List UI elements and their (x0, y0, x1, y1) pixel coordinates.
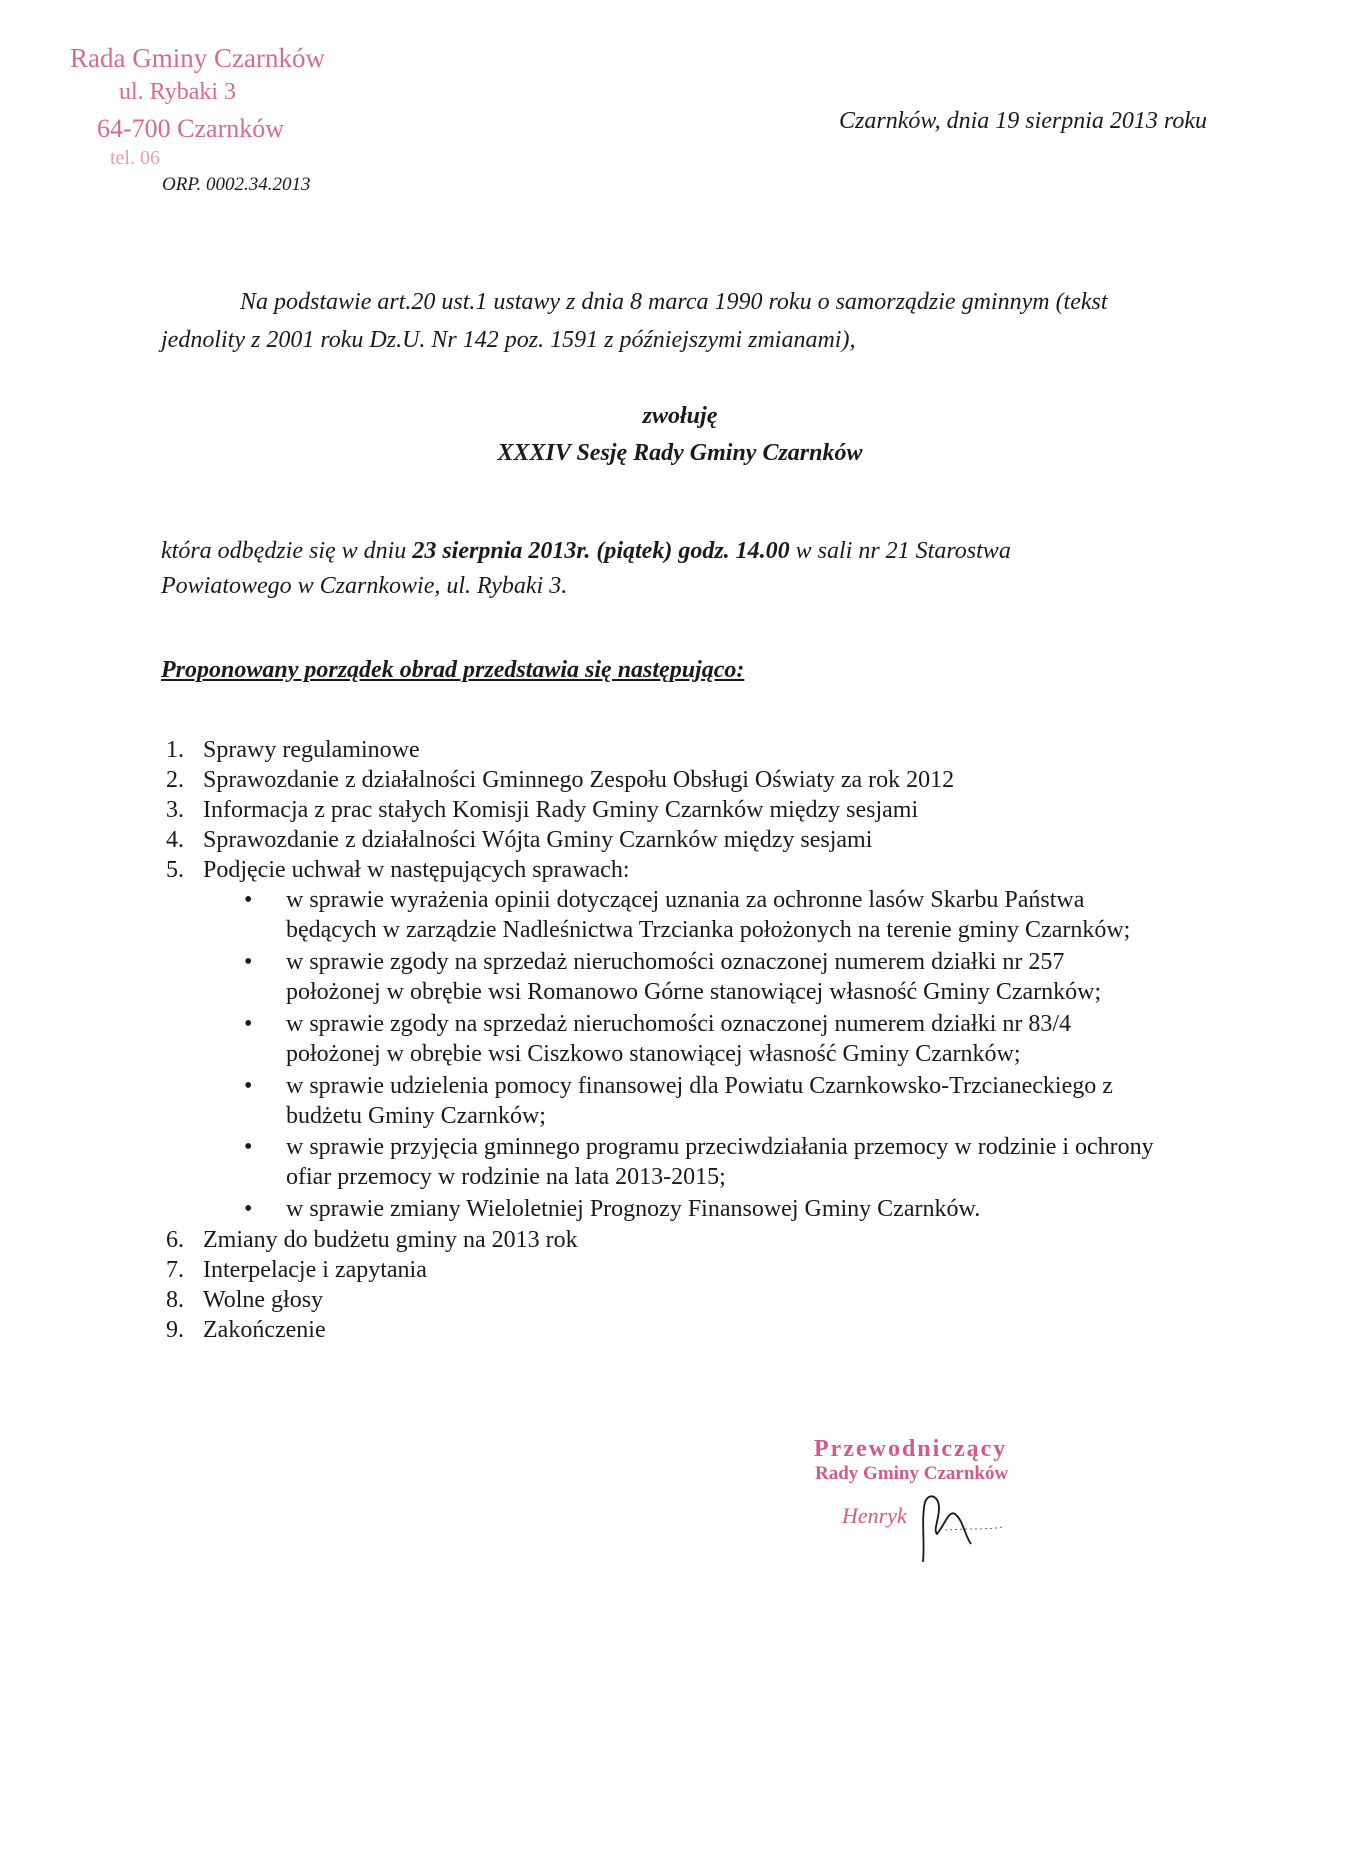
resolution-text: ofiar przemocy w rodzinie na lata 2013-2015; (286, 1164, 726, 1190)
meeting-text: w sali nr 21 Starostwa (789, 538, 1011, 564)
agenda-heading: Proponowany porządek obrad przedstawia się następująco: (161, 657, 745, 683)
item-number: 3. (166, 797, 184, 823)
resolution-text: w sprawie zmiany Wieloletniej Prognozy Finansowej Gminy Czarnków. (286, 1196, 981, 1222)
item-number: 4. (166, 827, 184, 853)
convene-verb: zwołuję (642, 403, 718, 429)
resolution-text: w sprawie udzielenia pomocy finansowej dla Powiatu Czarnkowsko-Trzcianeckiego z (286, 1073, 1113, 1099)
legal-basis-paragraph (161, 283, 1261, 359)
item-number: 1. (166, 737, 184, 763)
handwritten-signature (905, 1490, 1015, 1570)
item-text: Informacja z prac stałych Komisji Rady Gminy Czarnków między sesjami (203, 797, 919, 823)
meeting-text: która odbędzie się w dniu (161, 538, 413, 564)
stamp-line: ul. Rybaki 3 (119, 79, 237, 105)
bullet-icon: • (244, 887, 253, 913)
signature-title: Przewodniczący (814, 1436, 1008, 1462)
item-number: 5. (166, 857, 184, 883)
agenda-list (166, 735, 1266, 1355)
resolution-text: budżetu Gminy Czarnków; (286, 1103, 546, 1129)
item-number: 9. (166, 1317, 184, 1343)
stamp-line: tel. 06 (110, 147, 160, 169)
resolution-text: położonej w obrębie wsi Romanowo Górne stanowiącej własność Gminy Czarnków; (286, 979, 1102, 1005)
signature-body: Rady Gminy Czarnków (815, 1463, 1009, 1484)
item-text: Sprawozdanie z działalności Wójta Gminy Czarnków między sesjami (203, 827, 873, 853)
item-number: 6. (166, 1227, 184, 1253)
resolution-text: w sprawie wyrażenia opinii dotyczącej uznania za ochronne lasów Skarbu Państwa (286, 887, 1085, 913)
item-text: Podjęcie uchwał w następujących sprawach: (203, 857, 630, 883)
item-text: Zakończenie (203, 1317, 326, 1343)
legal-basis-line: jednolity z 2001 roku Dz.U. Nr 142 poz. 1591 z późniejszymi zmianami), (161, 327, 856, 353)
meeting-details (161, 534, 1281, 604)
bullet-icon: • (244, 949, 253, 975)
meeting-date-time: 23 sierpnia 2013r. (piątek) godz. 14.00 (412, 538, 790, 564)
item-text: Zmiany do budżetu gminy na 2013 rok (203, 1227, 578, 1253)
resolution-text: w sprawie zgody na sprzedaż nieruchomości oznaczonej numerem działki nr 257 (286, 949, 1065, 975)
resolution-text: położonej w obrębie wsi Ciszkowo stanowiącej własność Gminy Czarnków; (286, 1041, 1021, 1067)
resolution-text: będących w zarządzie Nadleśnictwa Trzcianka położonych na terenie gminy Czarnków; (286, 917, 1131, 943)
item-text: Sprawy regulaminowe (203, 737, 420, 763)
resolution-text: w sprawie przyjęcia gminnego programu przeciwdziałania przemocy w rodzinie i ochrony (286, 1134, 1154, 1160)
item-number: 2. (166, 767, 184, 793)
stamp-line: Rada Gminy Czarnków (70, 43, 325, 73)
item-text: Sprawozdanie z działalności Gminnego Zespołu Obsługi Oświaty za rok 2012 (203, 767, 955, 793)
item-number: 7. (166, 1257, 184, 1283)
bullet-icon: • (244, 1196, 253, 1222)
bullet-icon: • (244, 1134, 253, 1160)
bullet-icon: • (244, 1073, 253, 1099)
document-reference: ORP. 0002.34.2013 (162, 174, 311, 195)
resolution-text: w sprawie zgody na sprzedaż nieruchomości oznaczonej numerem działki nr 83/4 (286, 1011, 1072, 1037)
item-text: Interpelacje i zapytania (203, 1257, 427, 1283)
stamp-line: 64-700 Czarnków (97, 114, 285, 143)
meeting-location: Powiatowego w Czarnkowie, ul. Rybaki 3. (161, 573, 568, 599)
legal-basis-line: Na podstawie art.20 ust.1 ustawy z dnia 8 marca 1990 roku o samorządzie gminnym (tekst (240, 289, 1108, 315)
signature-name: Henryk (842, 1503, 907, 1528)
item-number: 8. (166, 1287, 184, 1313)
session-title: XXXIV Sesję Rady Gminy Czarnków (497, 440, 863, 466)
place-and-date: Czarnków, dnia 19 sierpnia 2013 roku (839, 108, 1208, 134)
item-text: Wolne głosy (203, 1287, 324, 1313)
bullet-icon: • (244, 1011, 253, 1037)
